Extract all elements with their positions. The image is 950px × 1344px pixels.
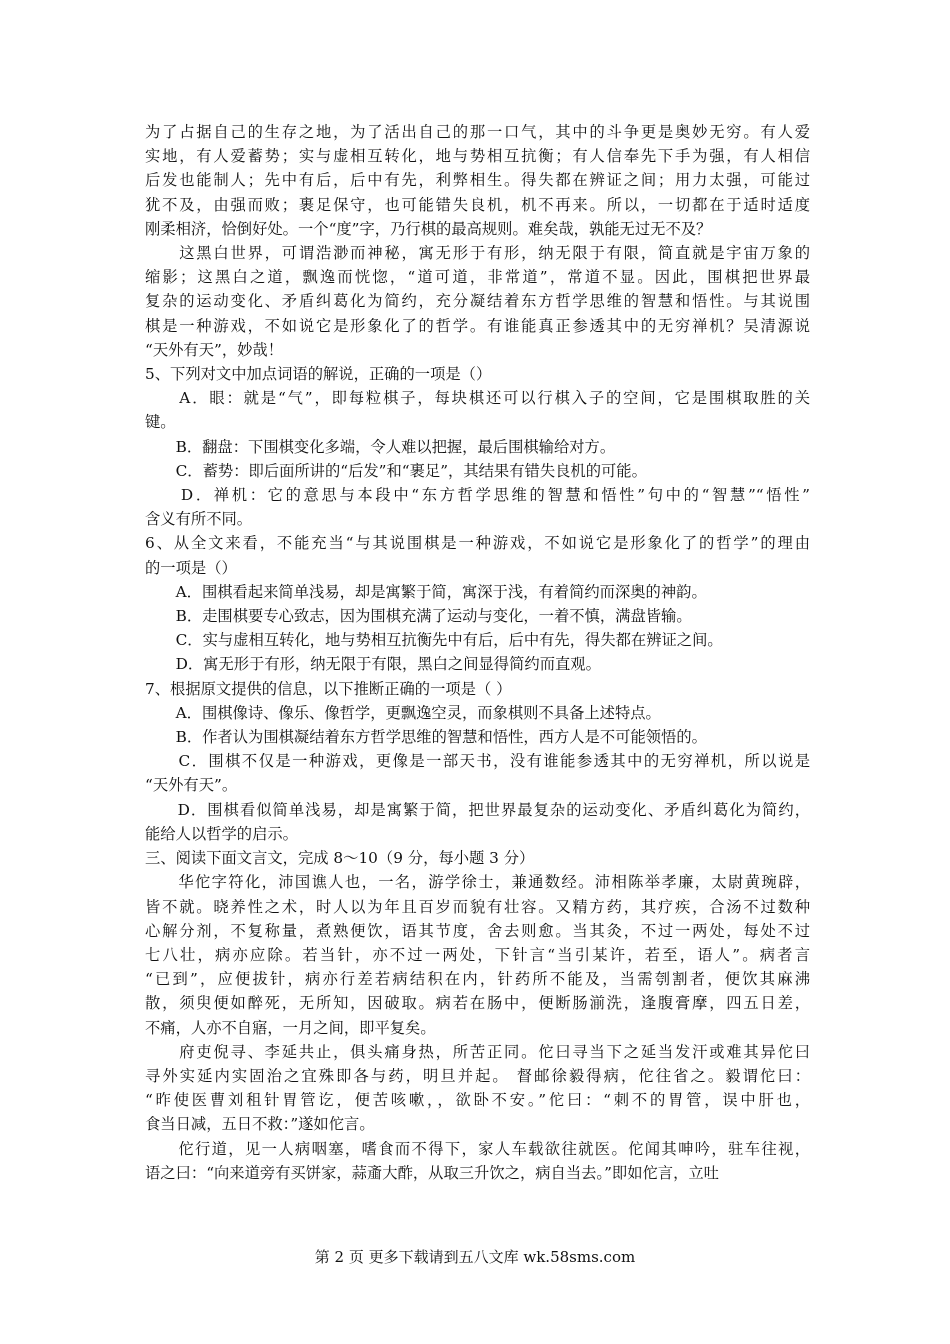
paragraph-q7a xyxy=(145,701,810,725)
paragraph-q5c xyxy=(145,459,810,483)
text-line: 后发也能制人；先中有后，后中有先，利弊相生。得失都在辨证之间；用力太强，可能过 xyxy=(145,171,810,190)
paragraph-q5a xyxy=(145,386,810,434)
text-line: 复杂的运动变化、矛盾纠葛化为简约，充分凝结着东方哲学思维的智慧和悟性。与其说围 xyxy=(145,292,810,311)
text-line: 的一项是（） xyxy=(145,558,237,577)
text-line: B．作者认为围棋凝结着东方哲学思维的智慧和悟性，西方人是不可能领悟的。 xyxy=(145,728,707,747)
text-line: C．围棋不仅是一种游戏，更像是一部天书，没有谁能参透其中的无穷禅机，所以说是 xyxy=(145,752,810,771)
text-line: 佗行道，见一人病咽塞，嗜食而不得下，家人车载欲往就医。佗闻其呻吟，驻车往视， xyxy=(145,1139,810,1158)
text-line: 皆不就。晓养性之术，时人以为年且百岁而貌有壮容。又精方药，其疗疾，合汤不过数种 xyxy=(145,897,810,916)
text-line: 这黑白世界，可谓浩渺而神秘，寓无形于有形，纳无限于有限，简直就是宇宙万象的 xyxy=(145,244,810,263)
paragraph-q7 xyxy=(145,677,810,701)
text-line: D．禅机：它的意思与本段中“东方哲学思维的智慧和悟性”句中的“智慧”“悟性” xyxy=(145,486,810,505)
text-line: C．蓄势：即后面所讲的“后发”和“裹足”，其结果有错失良机的可能。 xyxy=(145,461,647,480)
paragraph-q6a xyxy=(145,580,810,604)
text-line: D．寓无形于有形，纳无限于有限，黑白之间显得简约而直观。 xyxy=(145,655,601,674)
page-footer: 第 2 页 更多下载请到五八文库 wk.58sms.com xyxy=(314,1248,636,1266)
text-line: D．围棋看似简单浅易，却是寓繁于简，把世界最复杂的运动变化、矛盾纠葛化为简约， xyxy=(145,800,810,819)
paragraph-c2 xyxy=(145,1040,810,1137)
text-line: 心解分剂，不复称量，煮熟便饮，语其节度，舍去则愈。当其灸，不过一两处，每处不过 xyxy=(145,921,810,940)
document-body xyxy=(145,120,810,1185)
paragraph-q6 xyxy=(145,531,810,579)
paragraph-q5 xyxy=(145,362,810,386)
text-line: B．翻盘：下围棋变化多端，令人难以把握，最后围棋输给对方。 xyxy=(145,437,616,456)
text-line: A．眼：就是“气”，即每粒棋子，每块棋还可以行棋入子的空间，它是围棋取胜的关 xyxy=(145,389,810,408)
text-line: 府吏倪寻、李延共止，俱头痛身热，所苦正同。佗曰寻当下之延当发汗或难其异佗曰 xyxy=(145,1042,810,1061)
paragraph-c3 xyxy=(145,1137,810,1185)
paragraph-q6d xyxy=(145,652,810,676)
text-line: “已到”，应便拔针，病亦行差若病结积在内，针药所不能及，当需刳割者，便饮其麻沸 xyxy=(145,970,810,989)
paragraph-p2 xyxy=(145,241,810,362)
paragraph-q5b xyxy=(145,435,810,459)
text-line: B．走围棋要专心致志，因为围棋充满了运动与变化，一着不慎，满盘皆输。 xyxy=(145,607,692,626)
text-line: A．围棋像诗、像乐、像哲学，更飘逸空灵，而象棋则不具备上述特点。 xyxy=(145,703,661,722)
paragraph-q7b xyxy=(145,725,810,749)
paragraph-q6b xyxy=(145,604,810,628)
text-line: 三、阅读下面文言文，完成 8～10（9 分，每小题 3 分） xyxy=(145,849,535,868)
text-line: 刚柔相济，恰倒好处。一个“度”字，乃行棋的最高规则。难矣哉，孰能无过无不及？ xyxy=(145,219,712,238)
text-line: 华佗字符化，沛国谯人也，一名，游学徐士，兼通数经。沛相陈举孝廉，太尉黄琬辟， xyxy=(145,873,810,892)
text-line: 犹不及，由强而败；裹足保守，也可能错失良机，机不再来。所以，一切都在于适时适度 xyxy=(145,195,810,214)
text-line: 语之曰：“向来道旁有买饼家，蒜齑大酢，从取三升饮之，病自当去。”即如佗言，立吐 xyxy=(145,1163,719,1182)
text-line: 6、从全文来看，不能充当“与其说围棋是一种游戏，不如说它是形象化了的哲学”的理由 xyxy=(145,534,810,553)
text-line: 含义有所不同。 xyxy=(145,510,253,529)
text-line: 寻外实延内实固治之宜殊即各与药，明旦并起。 督邮徐毅得病，佗往省之。毅谓佗曰： xyxy=(145,1066,810,1085)
text-line: 散，须臾便如醉死，无所知，因破取。病若在肠中，便断肠湔洗，逢腹膏摩，四五日差， xyxy=(145,994,810,1013)
text-line: 缩影；这黑白之道，飘逸而恍惚，“道可道，非常道”，常道不显。因此，围棋把世界最 xyxy=(145,268,810,287)
text-line: 5、下列对文中加点词语的解说，正确的一项是（） xyxy=(145,365,492,384)
text-line: “昨使医曹刘租针胃管讫，便苦咳嗽，，欲卧不安。”佗曰：“刺不的胃管，误中肝也， xyxy=(145,1091,810,1110)
text-line: “天外有天”，妙哉！ xyxy=(145,340,284,359)
text-line: 为了占据自己的生存之地，为了活出自己的那一口气，其中的斗争更是奥妙无穷。有人爱 xyxy=(145,123,810,141)
text-line: 能给人以哲学的启示。 xyxy=(145,824,298,843)
paragraph-s3 xyxy=(145,846,810,870)
text-line: 7、根据原文提供的信息，以下推断正确的一项是（ ） xyxy=(145,679,512,698)
paragraph-c1 xyxy=(145,870,810,1039)
text-line: 不痛，人亦不自寤，一月之间，即平复矣。 xyxy=(145,1018,436,1037)
paragraph-q5d xyxy=(145,483,810,531)
text-line: 棋是一种游戏，不如说它是形象化了的哲学。有谁能真正参透其中的无穷禅机？吴清源说 xyxy=(145,316,810,335)
paragraph-q7d xyxy=(145,798,810,846)
text-line: “天外有天”。 xyxy=(145,776,238,795)
text-line: 实地，有人爱蓄势；实与虚相互转化，地与势相互抗衡；有人信奉先下手为强，有人相信 xyxy=(145,147,810,166)
text-line: C．实与虚相互转化，地与势相互抗衡先中有后，后中有先，得失都在辨证之间。 xyxy=(145,631,723,650)
text-line: 键。 xyxy=(145,413,176,432)
paragraph-q7c xyxy=(145,749,810,797)
paragraph-p1 xyxy=(145,120,810,241)
paragraph-q6c xyxy=(145,628,810,652)
text-line: 食当日减，五日不救：”遂如佗言。 xyxy=(145,1115,375,1134)
text-line: 七八壮，病亦应除。若当针，亦不过一两处，下针言“当引某许，若至，语人”。病者言 xyxy=(145,945,810,964)
text-line: A．围棋看起来简单浅易，却是寓繁于简，寓深于浅，有着简约而深奥的神韵。 xyxy=(145,582,707,601)
